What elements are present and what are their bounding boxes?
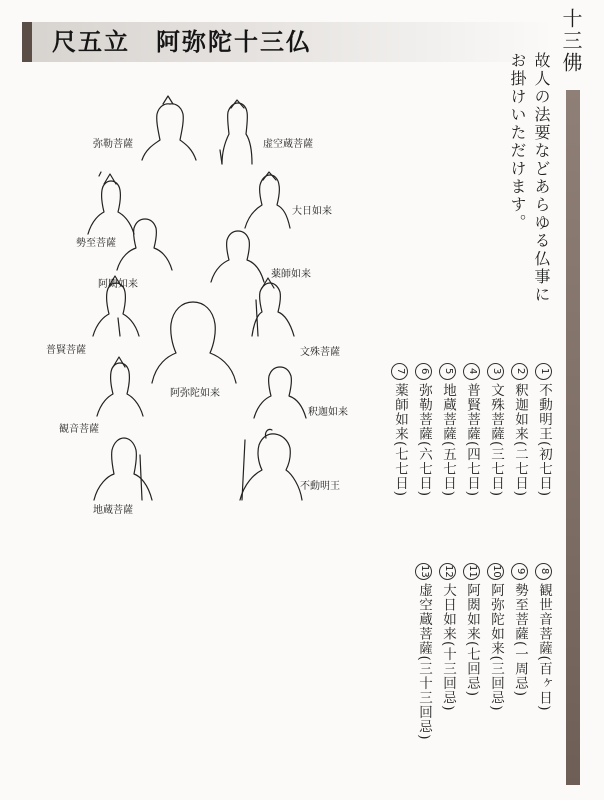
figure-kokuzo: [220, 100, 313, 164]
list-text: 弥勒菩薩(六七日): [416, 383, 432, 498]
list-text: 勢至菩薩(一周忌): [512, 583, 528, 698]
list-text: 観世音菩薩(百ヶ日): [536, 583, 552, 712]
figure-amida: [152, 302, 236, 399]
figure-label: 大日如来: [292, 206, 332, 217]
figure-seishi: [76, 172, 134, 249]
list-number: 8: [535, 563, 552, 580]
list-number: 1: [535, 363, 552, 380]
list-number: 12: [439, 563, 456, 580]
list-text: 薬師如来(七七日): [392, 383, 408, 498]
list-text: 不動明王(初七日): [536, 383, 552, 498]
figure-label: 釈迦如来: [308, 407, 348, 418]
figure-monju: [252, 278, 340, 358]
figure-kannon: [59, 357, 143, 435]
list-text: 文殊菩薩(三七日): [488, 383, 504, 498]
figure-label: 不動明王: [300, 481, 340, 492]
figure-label: 勢至菩薩: [76, 238, 116, 249]
figure-label: 文殊菩薩: [300, 347, 340, 358]
figure-miroku: [93, 96, 196, 160]
list-number: 5: [439, 363, 456, 380]
side-title: 十三佛: [559, 8, 583, 74]
intro-line-2: お掛けいただけます。: [508, 52, 527, 232]
list-text: 阿閦如来(七回忌): [464, 583, 480, 698]
list-number: 10: [487, 563, 504, 580]
list-text: 地蔵菩薩(五七日): [440, 383, 456, 498]
figure-label: 薬師如来: [271, 269, 311, 280]
list-number: 11: [463, 563, 480, 580]
list-text: 釈迦如来(二七日): [512, 383, 528, 498]
list-number: 3: [487, 363, 504, 380]
figure-label: 地蔵菩薩: [93, 505, 133, 516]
list-text: 虚空蔵菩薩(三十三回忌): [416, 583, 432, 741]
figure-label: 阿閦如来: [98, 279, 138, 290]
figure-shaka: [254, 367, 348, 418]
list-number: 4: [463, 363, 480, 380]
list-text: 阿弥陀如来(三回忌): [488, 583, 504, 712]
figure-label: 弥勒菩薩: [93, 139, 133, 150]
figure-label: 虚空蔵菩薩: [263, 139, 313, 150]
figure-ashuku: [98, 219, 172, 290]
list-number: 6: [415, 363, 432, 380]
figure-label: 観音菩薩: [59, 424, 99, 435]
list-number: 13: [415, 563, 432, 580]
figure-yakushi: [211, 231, 311, 282]
list-number: 7: [391, 363, 408, 380]
list-number: 2: [511, 363, 528, 380]
list-text: 普賢菩薩(四七日): [464, 383, 480, 498]
list-number: 9: [511, 563, 528, 580]
figure-label: 阿弥陀如来: [170, 388, 220, 399]
page-title: 尺五立 阿弥陀十三仏: [52, 27, 312, 56]
figure-dainichi: [245, 172, 332, 228]
intro-line-1: 故人の法要などあらゆる仏事に: [532, 52, 551, 304]
list-text: 大日如来(十三回忌): [440, 583, 456, 712]
figure-label: 普賢菩薩: [46, 345, 86, 356]
figure-jizo: [93, 438, 152, 516]
figure-fudo: [240, 429, 340, 500]
